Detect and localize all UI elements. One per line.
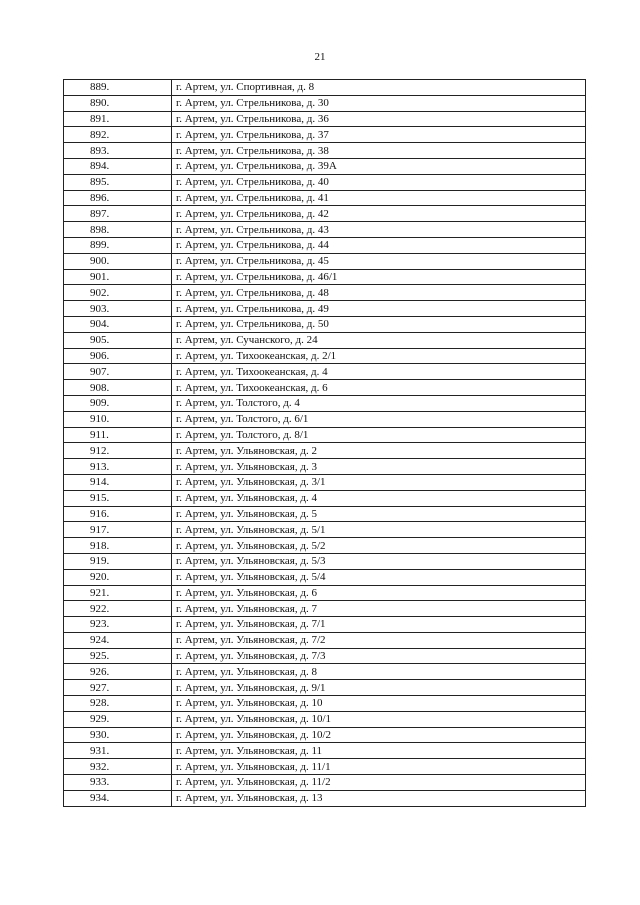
row-number-cell: 921. xyxy=(64,585,172,601)
address-cell: г. Артем, ул. Стрельникова, д. 48 xyxy=(172,285,586,301)
address-cell: г. Артем, ул. Ульяновская, д. 7/2 xyxy=(172,632,586,648)
table-row xyxy=(64,459,586,475)
row-number-cell: 929. xyxy=(64,711,172,727)
address-cell: г. Артем, ул. Стрельникова, д. 50 xyxy=(172,316,586,332)
table-row xyxy=(64,316,586,332)
table-row xyxy=(64,237,586,253)
address-table-body xyxy=(64,80,586,807)
row-number-cell: 903. xyxy=(64,301,172,317)
table-row xyxy=(64,617,586,633)
table-row xyxy=(64,427,586,443)
address-cell: г. Артем, ул. Тихоокеанская, д. 4 xyxy=(172,364,586,380)
address-cell: г. Артем, ул. Ульяновская, д. 11 xyxy=(172,743,586,759)
address-cell: г. Артем, ул. Ульяновская, д. 10 xyxy=(172,696,586,712)
address-cell: г. Артем, ул. Ульяновская, д. 13 xyxy=(172,790,586,806)
row-number-cell: 907. xyxy=(64,364,172,380)
table-row xyxy=(64,648,586,664)
page-number: 21 xyxy=(314,51,326,63)
address-cell: г. Артем, ул. Тихоокеанская, д. 2/1 xyxy=(172,348,586,364)
address-cell: г. Артем, ул. Ульяновская, д. 5/3 xyxy=(172,553,586,569)
row-number-cell: 909. xyxy=(64,395,172,411)
row-number-cell: 920. xyxy=(64,569,172,585)
row-number-cell: 894. xyxy=(64,158,172,174)
table-row xyxy=(64,711,586,727)
row-number-cell: 895. xyxy=(64,174,172,190)
table-row xyxy=(64,522,586,538)
address-cell: г. Артем, ул. Ульяновская, д. 5/4 xyxy=(172,569,586,585)
row-number-cell: 893. xyxy=(64,143,172,159)
address-cell: г. Артем, ул. Ульяновская, д. 7 xyxy=(172,601,586,617)
row-number-cell: 900. xyxy=(64,253,172,269)
table-row xyxy=(64,332,586,348)
address-cell: г. Артем, ул. Стрельникова, д. 46/1 xyxy=(172,269,586,285)
address-cell: г. Артем, ул. Ульяновская, д. 5/2 xyxy=(172,538,586,554)
row-number-cell: 906. xyxy=(64,348,172,364)
address-cell: г. Артем, ул. Толстого, д. 8/1 xyxy=(172,427,586,443)
address-cell: г. Артем, ул. Ульяновская, д. 5/1 xyxy=(172,522,586,538)
table-row xyxy=(64,759,586,775)
table-row xyxy=(64,585,586,601)
address-cell: г. Артем, ул. Стрельникова, д. 45 xyxy=(172,253,586,269)
address-cell: г. Артем, ул. Ульяновская, д. 11/2 xyxy=(172,775,586,791)
table-row xyxy=(64,553,586,569)
address-cell: г. Артем, ул. Ульяновская, д. 8 xyxy=(172,664,586,680)
row-number-cell: 916. xyxy=(64,506,172,522)
address-cell: г. Артем, ул. Ульяновская, д. 2 xyxy=(172,443,586,459)
row-number-cell: 913. xyxy=(64,459,172,475)
row-number-cell: 924. xyxy=(64,632,172,648)
row-number-cell: 915. xyxy=(64,490,172,506)
address-cell: г. Артем, ул. Спортивная, д. 8 xyxy=(172,80,586,96)
row-number-cell: 927. xyxy=(64,680,172,696)
table-row xyxy=(64,506,586,522)
address-cell: г. Артем, ул. Стрельникова, д. 41 xyxy=(172,190,586,206)
address-cell: г. Артем, ул. Ульяновская, д. 3 xyxy=(172,459,586,475)
table-row xyxy=(64,206,586,222)
table-row xyxy=(64,253,586,269)
row-number-cell: 889. xyxy=(64,80,172,96)
row-number-cell: 914. xyxy=(64,474,172,490)
address-cell: г. Артем, ул. Толстого, д. 4 xyxy=(172,395,586,411)
address-cell: г. Артем, ул. Стрельникова, д. 43 xyxy=(172,222,586,238)
row-number-cell: 931. xyxy=(64,743,172,759)
table-row xyxy=(64,222,586,238)
row-number-cell: 899. xyxy=(64,237,172,253)
address-cell: г. Артем, ул. Стрельникова, д. 40 xyxy=(172,174,586,190)
row-number-cell: 905. xyxy=(64,332,172,348)
table-row xyxy=(64,380,586,396)
table-row xyxy=(64,790,586,806)
address-cell: г. Артем, ул. Стрельникова, д. 39А xyxy=(172,158,586,174)
address-cell: г. Артем, ул. Толстого, д. 6/1 xyxy=(172,411,586,427)
address-cell: г. Артем, ул. Ульяновская, д. 4 xyxy=(172,490,586,506)
table-row xyxy=(64,411,586,427)
address-cell: г. Артем, ул. Стрельникова, д. 49 xyxy=(172,301,586,317)
table-row xyxy=(64,680,586,696)
row-number-cell: 918. xyxy=(64,538,172,554)
row-number-cell: 930. xyxy=(64,727,172,743)
row-number-cell: 904. xyxy=(64,316,172,332)
row-number-cell: 925. xyxy=(64,648,172,664)
address-cell: г. Артем, ул. Тихоокеанская, д. 6 xyxy=(172,380,586,396)
table-row xyxy=(64,127,586,143)
address-cell: г. Артем, ул. Ульяновская, д. 7/3 xyxy=(172,648,586,664)
row-number-cell: 902. xyxy=(64,285,172,301)
address-table xyxy=(63,79,586,807)
row-number-cell: 932. xyxy=(64,759,172,775)
address-cell: г. Артем, ул. Ульяновская, д. 6 xyxy=(172,585,586,601)
table-row xyxy=(64,632,586,648)
address-cell: г. Артем, ул. Ульяновская, д. 10/1 xyxy=(172,711,586,727)
table-row xyxy=(64,95,586,111)
address-cell: г. Артем, ул. Ульяновская, д. 3/1 xyxy=(172,474,586,490)
row-number-cell: 890. xyxy=(64,95,172,111)
row-number-cell: 897. xyxy=(64,206,172,222)
row-number-cell: 917. xyxy=(64,522,172,538)
row-number-cell: 898. xyxy=(64,222,172,238)
table-row xyxy=(64,443,586,459)
address-cell: г. Артем, ул. Стрельникова, д. 42 xyxy=(172,206,586,222)
address-cell: г. Артем, ул. Стрельникова, д. 36 xyxy=(172,111,586,127)
table-row xyxy=(64,490,586,506)
table-row xyxy=(64,174,586,190)
address-cell: г. Артем, ул. Ульяновская, д. 9/1 xyxy=(172,680,586,696)
row-number-cell: 928. xyxy=(64,696,172,712)
row-number-cell: 901. xyxy=(64,269,172,285)
address-cell: г. Артем, ул. Стрельникова, д. 38 xyxy=(172,143,586,159)
table-row xyxy=(64,364,586,380)
table-row xyxy=(64,269,586,285)
address-cell: г. Артем, ул. Стрельникова, д. 30 xyxy=(172,95,586,111)
address-cell: г. Артем, ул. Ульяновская, д. 5 xyxy=(172,506,586,522)
table-row xyxy=(64,143,586,159)
table-row xyxy=(64,538,586,554)
table-row xyxy=(64,395,586,411)
table-row xyxy=(64,80,586,96)
address-cell: г. Артем, ул. Ульяновская, д. 7/1 xyxy=(172,617,586,633)
row-number-cell: 919. xyxy=(64,553,172,569)
row-number-cell: 896. xyxy=(64,190,172,206)
row-number-cell: 910. xyxy=(64,411,172,427)
row-number-cell: 911. xyxy=(64,427,172,443)
row-number-cell: 892. xyxy=(64,127,172,143)
table-row xyxy=(64,775,586,791)
table-row xyxy=(64,601,586,617)
table-row xyxy=(64,664,586,680)
address-cell: г. Артем, ул. Стрельникова, д. 37 xyxy=(172,127,586,143)
address-cell: г. Артем, ул. Ульяновская, д. 10/2 xyxy=(172,727,586,743)
table-row xyxy=(64,190,586,206)
row-number-cell: 933. xyxy=(64,775,172,791)
row-number-cell: 908. xyxy=(64,380,172,396)
table-row xyxy=(64,474,586,490)
table-row xyxy=(64,569,586,585)
table-row xyxy=(64,285,586,301)
table-row xyxy=(64,111,586,127)
table-row xyxy=(64,743,586,759)
table-row xyxy=(64,696,586,712)
table-row xyxy=(64,158,586,174)
row-number-cell: 934. xyxy=(64,790,172,806)
row-number-cell: 926. xyxy=(64,664,172,680)
row-number-cell: 912. xyxy=(64,443,172,459)
address-cell: г. Артем, ул. Сучанского, д. 24 xyxy=(172,332,586,348)
table-row xyxy=(64,727,586,743)
table-row xyxy=(64,348,586,364)
address-cell: г. Артем, ул. Стрельникова, д. 44 xyxy=(172,237,586,253)
row-number-cell: 891. xyxy=(64,111,172,127)
row-number-cell: 922. xyxy=(64,601,172,617)
address-cell: г. Артем, ул. Ульяновская, д. 11/1 xyxy=(172,759,586,775)
table-row xyxy=(64,301,586,317)
row-number-cell: 923. xyxy=(64,617,172,633)
